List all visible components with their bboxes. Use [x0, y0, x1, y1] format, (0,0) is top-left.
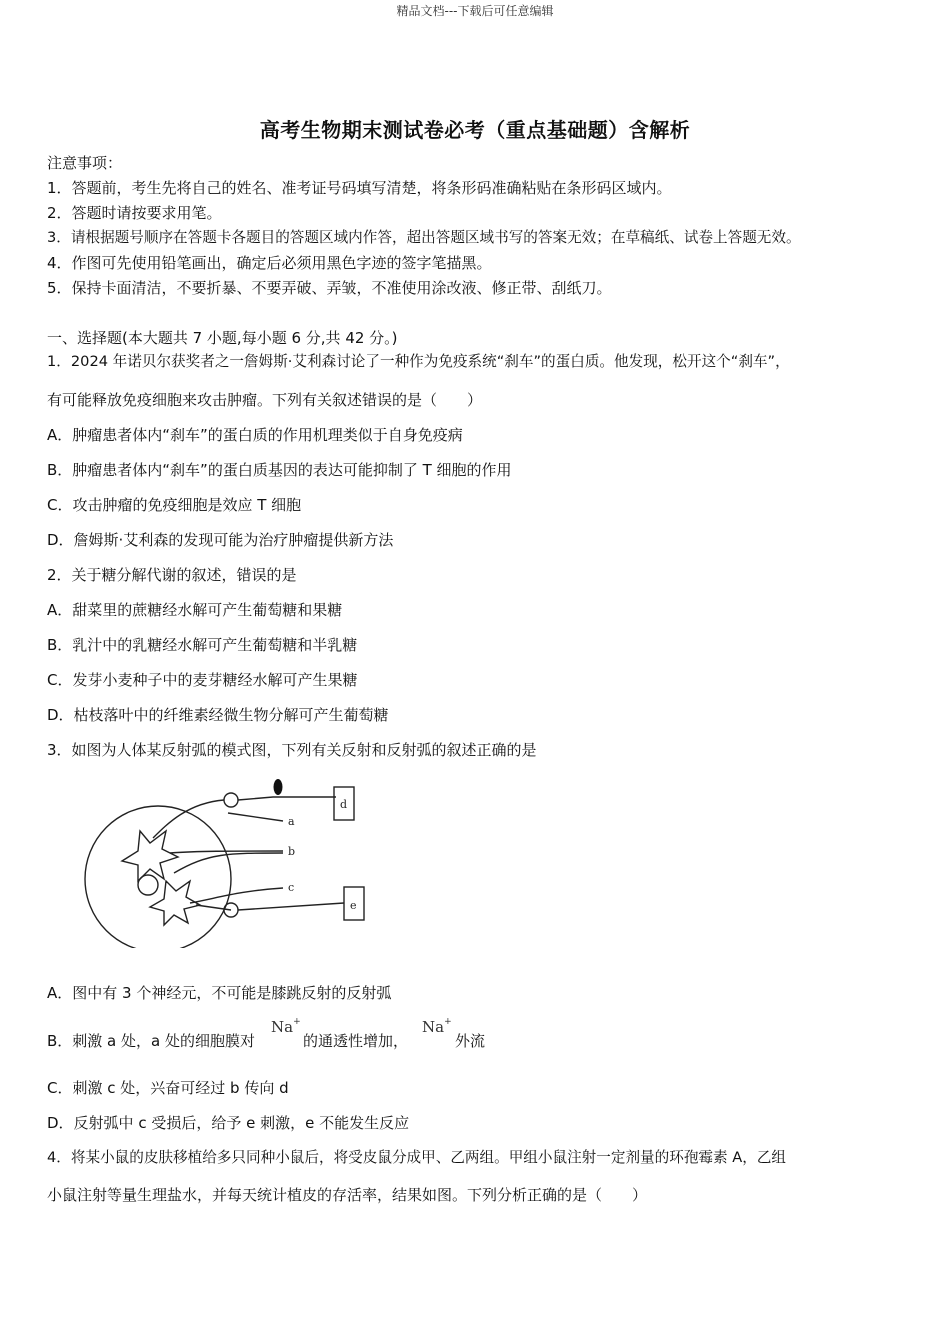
sodium-ion-2: Na+ [422, 1017, 452, 1036]
question-1-stem: 1．2024 年诺贝尔获奖者之一詹姆斯·艾利森讨论了一种作为免疫系统“刹车”的蛋白质。他发现，松开这个“刹车”， [47, 353, 790, 370]
fiber-c [190, 888, 283, 903]
question-3-option-b-part2: 的通透性增加， [303, 1032, 409, 1050]
question-2-option-c: C．发芽小麦种子中的麦芽糖经水解可产生果糖 [47, 671, 358, 689]
ganglion-upper [224, 793, 238, 807]
page-title: 高考生物期末测试卷必考（重点基础题）含解析 [259, 118, 691, 142]
notice-item: 5．保持卡面清洁，不要折暴、不要弄破、弄皱，不准使用涂改液、修正带、刮纸刀。 [47, 279, 612, 297]
notice-item: 1．答题前，考生先将自己的姓名、准考证号码填写清楚，将条形码准确粘贴在条形码区域内。 [47, 179, 672, 197]
notice-heading: 注意事项： [47, 154, 123, 172]
question-2-option-d: D．枯枝落叶中的纤维素经微生物分解可产生葡萄糖 [47, 706, 389, 724]
question-3-option-c: C．刺激 c 处，兴奋可经过 b 传向 d [47, 1079, 289, 1097]
question-2-option-a: A．甜菜里的蔗糖经水解可产生葡萄糖和果糖 [47, 601, 343, 619]
notice-item: 2．答题时请按要求用笔。 [47, 204, 222, 222]
afferent-fiber [238, 797, 336, 800]
interneuron-body [138, 875, 158, 895]
stimulus-marker [274, 779, 283, 795]
question-4-stem: 4．将某小鼠的皮肤移植给多只同种小鼠后，将受皮鼠分成甲、乙两组。甲组小鼠注射一定剂量的环孢霉素 A，乙组 [47, 1149, 787, 1166]
question-3-option-a: A．图中有 3 个神经元，不可能是膝跳反射的反射弧 [47, 984, 392, 1002]
notice-item: 4．作图可先使用铅笔画出，确定后必须用黑色字迹的签字笔描黑。 [47, 254, 492, 272]
question-4-stem-cont: 小鼠注射等量生理盐水，并每天统计植皮的存活率，结果如图。下列分析正确的是（ ） [47, 1186, 648, 1204]
fiber-b [174, 853, 283, 873]
question-1-option-c: C．攻击肿瘤的免疫细胞是效应 T 细胞 [47, 496, 302, 514]
question-1-stem-cont: 有可能释放免疫细胞来攻击肿瘤。下列有关叙述错误的是（ ） [47, 391, 483, 409]
neuron-star-upper [122, 831, 178, 881]
line-a [228, 813, 283, 821]
question-2-option-b: B．乳汁中的乳糖经水解可产生葡萄糖和半乳糖 [47, 636, 358, 654]
spinal-cord-outline [85, 806, 231, 948]
efferent-fiber-out [238, 903, 344, 910]
question-3-option-b-part1: B．刺激 a 处，a 处的细胞膜对 [47, 1032, 255, 1050]
question-1-option-d: D．詹姆斯·艾利森的发现可能为治疗肿瘤提供新方法 [47, 531, 394, 549]
notice-item: 3．请根据题号顺序在答题卡各题目的答题区域内作答，超出答题区域书写的答案无效；在草稿纸、试卷上答题无效。 [47, 229, 801, 246]
header-note: 精品文档---下载后可任意编辑 [396, 4, 554, 18]
label-b: b [288, 845, 296, 858]
section-heading: 一、选择题(本大题共 7 小题,每小题 6 分,共 42 分。) [47, 329, 398, 347]
label-d: d [340, 798, 348, 811]
question-3-option-b-part3: 外流 [455, 1032, 486, 1050]
question-3-stem: 3．如图为人体某反射弧的模式图，下列有关反射和反射弧的叙述正确的是 [47, 741, 537, 759]
sodium-ion-1: Na+ [271, 1017, 301, 1036]
question-2-stem: 2．关于糖分解代谢的叙述，错误的是 [47, 566, 297, 584]
question-3-option-d: D．反射弧中 c 受损后，给予 e 刺激，e 不能发生反应 [47, 1114, 410, 1132]
reflex-arc-figure [78, 773, 378, 948]
label-a: a [288, 815, 295, 828]
question-1-option-a: A．肿瘤患者体内“刹车”的蛋白质的作用机理类似于自身免疫病 [47, 426, 463, 444]
label-c: c [288, 881, 295, 894]
label-e: e [350, 899, 357, 912]
question-1-option-b: B．肿瘤患者体内“刹车”的蛋白质基因的表达可能抑制了 T 细胞的作用 [47, 461, 512, 479]
